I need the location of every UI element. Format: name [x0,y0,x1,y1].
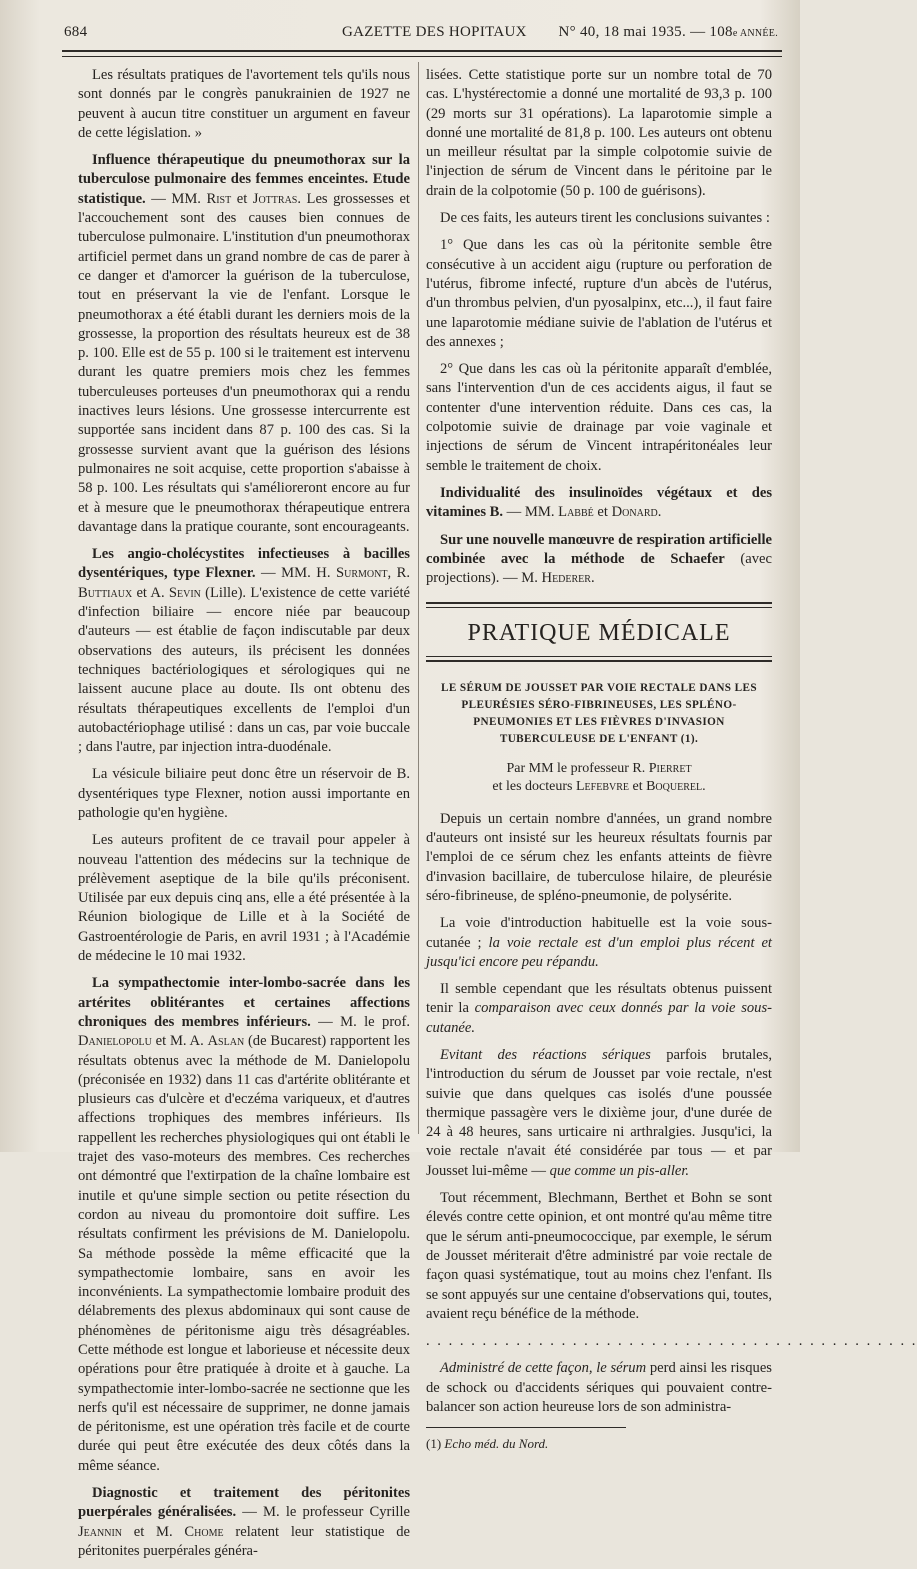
abstract-paragraph: Sur une nouvelle manœuvre de respiration artificielle combinée avec la méthode de Schaefer (avec projections). — M. Hederer. [426,531,772,587]
article-paragraph: Administré de cette façon, le sérum perd ainsi les risques de schock ou d'accidents sériques qui pouvaient contre-balancer son action heureuse lors de son administra- [426,1360,772,1416]
header-rule-thin [62,56,782,57]
article-paragraph: Il semble cependant que les résultats obtenus puissent tenir la comparaison avec ceux donnés par la voie sous-cutanée. [426,981,773,1036]
section-title: PRATIQUE MÉDICALE [467,620,731,647]
article-paragraph: Tout récemment, Blechmann, Berthet et Bohn se sont élevés contre cette opinion, et ont montré qu'au même titre que le sérum anti-pneumococcique, par exemple, le sérum de Jousset mériterait d'être administré par voie rectale de façon quasi systématique, tout au moins chez l'enfant. Ils se sont appuyés sur une centaine d'observations qui, toutes, avaient reçu bénéfice de la méthode. [426,1190,772,1322]
author-name: Lefebvre [575,778,629,794]
ellipsis-row: . . . . . . . . . . . . . . . . . . . . . . . . . . . . . . . . . . . . . . . . . . . . [426,1333,917,1350]
abstract-title: Influence thérapeutique du pneumothorax sur la tuberculose pulmonaire des femmes enceintes. Etude statistique. [78,152,410,207]
author-name: Labbé [558,504,594,521]
abstract-title: La sympathectomie inter-lombo-sacrée dans les artérites oblitérantes et certaines affections chroniques des membres inférieurs. [78,975,410,1030]
column-divider [418,62,419,1134]
page-number: 684 [64,24,88,40]
abstract-paragraph: Individualité des insulinoïdes végétaux et des vitamines B. — MM. Labbé et Donard. [426,484,772,521]
journal-title: GAZETTE DES HOPITAUX [342,24,527,40]
issue-annee: e ANNÉE. [732,28,778,39]
author-name: Hederer [541,570,591,587]
right-column [426,66,917,1454]
abstract-title: Diagnostic et traitement des péritonites puerpérales généralisées. [78,1485,410,1521]
issue-info [559,24,779,41]
author-name: Chome [184,1523,224,1540]
paragraph: De ces faits, les auteurs tirent les conclusions suivantes : [440,210,770,227]
abstract-paragraph: Diagnostic et traitement des péritonites puerpérales généralisées. — M. le professeur Cyrille Jeannin et M. Chome relatent leur statistique de péritonites puerpérales généra- [78,1485,410,1559]
author-name: Buttiaux [78,584,133,601]
section-header [426,602,772,661]
issue-text: N° 40, 18 mai 1935. — 108 [558,24,733,40]
section-rule [426,602,772,604]
author-name: Jeannin [78,1523,123,1540]
paragraph: La vésicule biliaire peut donc être un réservoir de B. dysentériques type Flexner, notion aussi importante en pathologie qu'en hygiène. [78,766,410,821]
article-paragraph: Evitant des réactions sériques parfois brutales, l'introduction du sérum de Jousset par voie rectale, n'est suivie que dans quelques cas isolés d'une poussée thermique passagère vers le dixième jour, d'une durée de 24 à 48 heures, sans urticaire ni arthralgies. Jusqu'ici, la voie rectale n'avait été considérée par tous — et par Jousset lui-même — que comme un pis-aller. [426,1046,772,1179]
author-name: Sevin [168,584,201,601]
abstract-title: Sur une nouvelle manœuvre de respiration artificielle combinée avec la méthode de Schaefer [426,531,772,567]
abstract-paragraph: La sympathectomie inter-lombo-sacrée dans les artérites oblitérantes et certaines affections chroniques des membres inférieurs. — M. le prof. Danielopolu et M. A. Aslan (de Bucarest) rapportent les résultats obtenus avec la méthode de M. Danielopolu (préconisée en 1932) dans 11 cas d'artérite oblitérante et plusieurs cas d'ulcère et d'eczéma variqueux, et d'autres affections trophiques des membres inférieurs. Ils rappellent les recherches physiologiques qui ont établi le trajet des vaso-moteurs des membres. Ces recherches ont démontré que l'extirpation de la chaîne lombaire est inutile et qu'une simple section ou petite résection du cordon au niveau du promontoire doit suffire. Les résultats confirment les prévisions de M. Danielopolu. Sa méthode possède la même efficacité que la sympathectomie lombaire, sans en avoir les inconvénients. La sympathectomie lombaire produit des délabrements des plexus abdominaux qui sont cause de phénomènes de péritonisme aigu très désagréables. Cette méthode est longue et laborieuse et nécessite deux opérations pour être pratiquée à droite et à gauche. La sympathectomie inter-lombo-sacrée ne sectionne que les nerfs qu'il est nécessaire de supprimer, ne donne jamais de péritonisme, est une opération très facile et de courte durée qui peut être exécutée des deux côtés dans la même séance. [78,975,410,1474]
author-name: Pierret [648,760,692,776]
paragraph: Les auteurs profitent de ce travail pour appeler à nouveau l'attention des médecins sur la technique de prélèvement aseptique de la bile qu'ils préconisent. Utilisée par eux depuis cinq ans, elle a été présentée à la Réunion biologique de Lille et à la Société de Gastroentérologie de Paris, en avril 1931 ; à l'Académie de médecine le 10 mai 1932. [78,832,410,965]
paragraph: lisées. Cette statistique porte sur un nombre total de 70 cas. L'hystérectomie a donné une mortalité de 93,3 p. 100 (29 morts sur 31 opérations). La laparotomie simple a donné une mortalité de 81,8 p. 100. Les auteurs ont obtenu un meilleur résultat par la simple colpotomie suivie de l'injection de sérum de Vincent dans le péritoine par le drain de la colpotomie (50 p. 100 de guérisons). [426,67,772,199]
left-column [78,66,410,1569]
abstract-paragraph: Influence thérapeutique du pneumothorax sur la tuberculose pulmonaire des femmes enceintes. Etude statistique. — MM. Rist et Jottras. Les grossesses et l'accouchement sont des causes bien connues de tuberculose pulmonaire. L'institution d'un pneumothorax artificiel permet dans un grand nombre de cas de parer à ce danger et d'amorcer la guérison de la tuberculose, tout en préservant la vie de l'enfant. Lorsque le pneumothorax a été établi durant les derniers mois de la grossesse, la proportion des résultats heureux est de 38 p. 100. Elle est de 55 p. 100 si le traitement est intervenu durant les quatre premiers mois chez les femmes tuberculeuses porteuses d'un pneumothorax qui a rendu inactives leurs lésions. Une grossesse intercurrente est supportée sans incident dans 87 p. 100 des cas. Si la grossesse survient avant que la guérison des lésions pulmonaires ne soit acquise, cette proportion s'abaisse à 58 p. 100. Les résultats qui s'amélioreront encore au fur et à mesure que le pneumothorax thérapeutique entrera davantage dans la pratique courante, sont encourageants. [78,152,410,535]
section-rule [426,607,772,608]
header-rule [62,50,782,52]
abstract-title: Les angio-cholécystites infectieuses à bacilles dysentériques, type Flexner. [78,546,410,582]
article-byline: Par MM le professeur R. Pierret et les docteurs Lefebvre et Boquerel. [492,760,706,794]
abstract-title: Individualité des insulinoïdes végétaux et des vitamines B. [426,484,772,521]
author-name: Surmont [335,565,388,582]
section-rule [426,660,772,662]
paragraph: Les résultats pratiques de l'avortement tels qu'ils nous sont donnés par le congrès panukrainien de 1927 ne peuvent à aucun titre constituer un argument en faveur de cette législation. » [78,67,410,141]
paragraph: 2° Que dans les cas où la péritonite apparaît d'emblée, sans l'intervention d'un de ces accidents aigus, il faut se contenter d'une intervention réduite. Dans ces cas, la colpotomie suivie de drainage par voie vaginale et injections de sérum de Vincent intrapéritonéales leur semble le traitement de choix. [426,361,772,474]
author-name: Donard [611,504,658,521]
page-header [62,22,782,44]
author-name: Rist [206,190,232,207]
footnote-rule [426,1427,626,1428]
author-name: Danielopolu [78,1033,152,1050]
article-title: LE SÉRUM DE JOUSSET PAR VOIE RECTALE DANS LES PLEURÉSIES SÉRO-FIBRINEUSES, LES SPLÉNO-PNEUMONIES ET LES FIÈVRES D'INVASION TUBERCULEUSE DE L'ENFANT (1). [441,681,757,745]
article-paragraph: Depuis un certain nombre d'années, un grand nombre d'auteurs ont insisté sur les heureux résultats fournis par l'emploi de ce sérum chez les enfants atteints de fièvre d'invasion bacillaire, de tuberculose hilaire, de pleurésie séro-fibrineuse, de spléno-pneumonie, de polysérite. [426,810,772,904]
author-name: Aslan [207,1033,245,1050]
abstract-paragraph: Les angio-cholécystites infectieuses à bacilles dysentériques, type Flexner. — MM. H. Surmont, R. Buttiaux et A. Sevin (Lille). L'existence de cette variété d'infection biliaire — encore niée par beaucoup d'auteurs — est établie de façon indiscutable par deux observations des auteurs, ils précisent les données techniques bactériologiques et sérologiques qui ne laissent aucune place au doute. Ils ont obtenu des résultats thérapeutiques excellents de l'emploi d'un autobactériophage utilisé : dans un cas, par voie buccale ; dans l'autre, par injection intra-duodénale. [78,546,411,756]
footnote: (1) Echo méd. du Nord. [426,1436,549,1452]
section-rule [426,656,772,657]
author-name: Boquerel [646,778,703,794]
paragraph: 1° Que dans les cas où la péritonite semble être consécutive à un accident aigu (rupture ou perforation de l'utérus, fibrome infecté, rupture d'un abcès de l'utérus, d'un thrombus pelvien, d'un pyosalpinx, etc...), il faut faire une laparotomie médiane suivie de l'ablation de l'utérus et des annexes ; [426,237,772,350]
article-paragraph: La voie d'introduction habituelle est la voie sous-cutanée ; la voie rectale est d'un emploi plus récent et jusqu'ici encore peu répandu. [426,915,772,970]
author-name: Jottras [252,190,298,207]
